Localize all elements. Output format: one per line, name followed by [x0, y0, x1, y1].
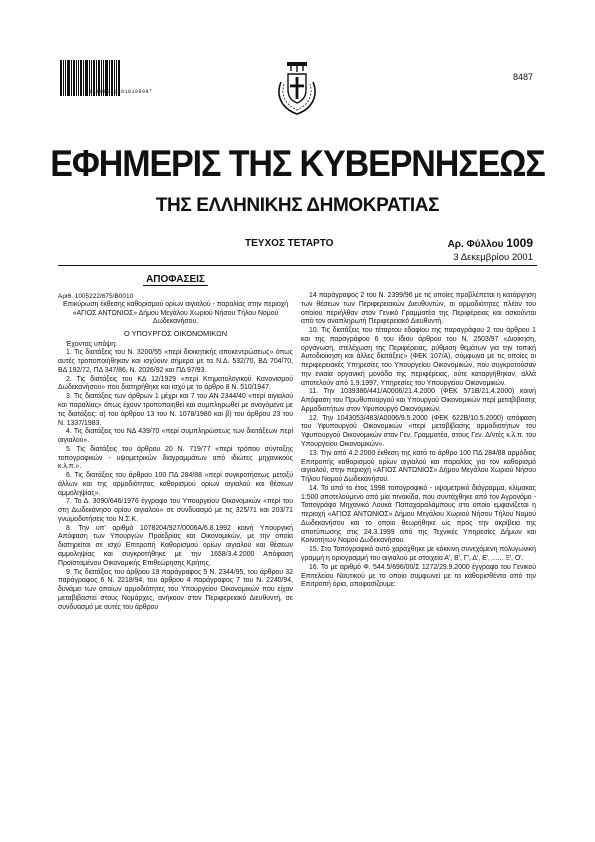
left-column: [58, 274, 293, 612]
paragraph: 13. Την από 4.2.2000 έκθεση της κατά το άρθρο 100 ΠΔ 284/88 αρμόδιας Επιτροπής καθορισμού ορίων αιγιαλού και παραλίας για τον καθορισμό αιγιαλού, στην περιοχή «ΑΓΙΟΣ ΑΝΤΩΝΙΟΣ» Δήμου Μεγάλου Χωριού Νήσου Τήλου Νομού Δωδεκανήσου.: [301, 449, 536, 484]
header-divider: [58, 265, 537, 266]
paragraph: 2. Τις διατάξεις του ΚΔ 12/1929 «περί Κτηματολογικού Κανονισμού Δωδεκανήσου» που διατηρήθηκε και ισχύ με το άρθρο 8 Ν. 510/1947.: [58, 375, 293, 392]
issue-series: ΤΕΥΧΟΣ ΤΕΤΑΡΤΟ: [245, 238, 334, 249]
paragraph: 16. Το με αριθμό Φ. 544.5/696/00/Σ 1272/29.9.2000 έγγραφο του Γενικού Επιτελείου Ναυτικού με το οποίο συμφωνεί με τα καθορισθέντα από την Επιτροπή όρια, αποφασίζουμε:: [301, 563, 536, 589]
paragraph: 1. Τις διατάξεις του Ν. 3200/55 «περί διοικητικής αποκεντρώσεως» όπως αυτές τροποποιήθηκαν και ισχύουν σήμερα με τα Ν.Δ. 532/70, ΒΔ 704/70, ΒΔ 192/72, ΠΔ 347/86, Ν. 2026/92 και ΠΔ 97/93.: [58, 349, 293, 374]
section-heading: ΑΠΟΦΑΣΕΙΣ: [58, 274, 293, 287]
coat-of-arms-icon: [274, 60, 320, 116]
paragraph: 3. Τις διατάξεις των άρθρων 1 μέχρι και 7 του ΑΝ 2344/40 «περί αιγιαλού και παραλίας» όπως έχουν τροποποιηθεί και συμπληρωθεί με αναγόμενα με τις διατάξεις: α) του άρθρου 13 του Ν. 1078/1980 και β) του άρθρου 23 του Ν. 1337/1983.: [58, 393, 293, 427]
paragraph: 4. Τις διατάξεις του ΝΔ 439/70 «περί συμπληρώσεως των διατάξεων περί αιγιαλού».: [58, 428, 293, 445]
paragraph: 9. Τις διατάξεις του άρθρου 19 παράγραφος 5 Ν. 2344/95, του άρθρου 32 παράγραφος 6 Ν. 2218/94, του άρθρου 4 παράγραφος 7 του Ν. 2240/94, δυνάμει των οποίων αρμοδιότητες του Υπουργείου Οικονομικών που είχαν μεταβιβαστεί στους Νομάρχες, ανήκουν στον Περιφερειακό Διευθυντή, σε συνδυασμό με αυτές του άρθρου: [58, 568, 293, 611]
paragraph: 14 παράγραφος 2 του Ν. 2399/96 με τις οποίες προβλέπεται η κατάργηση των θέσεων των Περιφερειακών Διευθυντών, οι αρμοδιότητες πλέον του οποίου περιήλθαν στον Γενικό Γραμματέα της Περιφέρειας και ασκούνται από τον αναπληρωτή Περιφερειακό Διευθυντή.: [301, 292, 536, 326]
paragraph: 14. Το από το έτος 1998 τοπογραφικό - υψομετρικό διάγραμμα, κλίμακας 1:500 αποτελούμενο από μία πινακίδα, που συντάχθηκε από τον Αγρονόμο - Τοπογράφο Μηχανικό Λουκά Παπαχαραλάμπους στο οποίο εμφανίζεται η περιοχή «ΑΓΙΟΣ ΑΝΤΩΝΙΟΣ» Δήμου Μεγάλου Χωριού Νήσου Τήλου Νομού Δωδεκανήσου και το οποίο θεωρήθηκε ως προς την ακρίβεια της αποτύπωσης στις 24.3.1999 από της Τεχνικές Υπηρεσίες Δήμων και Κοινοτήτων Νομού Δωδεκανήσου.: [301, 484, 536, 545]
page-number: 8487: [512, 72, 533, 82]
paragraph: 5. Τις διατάξεις του άρθρου 20 Ν. 719/77 «περί τρόπου σύνταξης τοπογραφικών - υψομετρικών διαγραμμάτων από ιδιώτες μηχανικούς κ.λ.π.».: [58, 445, 293, 471]
gazette-title: ΕΦΗΜΕΡΙΣ ΤΗΣ ΚΥΒΕΡΝΗΣΕΩΣ: [50, 143, 545, 184]
considering-line: Έχοντας υπόψη:: [66, 340, 117, 348]
sheet-number: 1009: [506, 236, 533, 250]
decision-subject: Επικύρωση έκθεσης καθορισμού ορίων αιγιαλού - παραλίας στην περιοχή «ΑΓΙΟΣ ΑΝΤΩΝΙΟΣ» Δήμου Μεγάλου Χωριού Νήσου Τήλου Νομού Δωδεκανήσου.: [62, 300, 289, 326]
sheet-label: Αρ. Φύλλου: [447, 239, 504, 250]
paragraph: 6. Τις διατάξεις του άρθρου 100 ΠΔ 284/88 «περί συγκροτήσεως μεταξύ άλλων και της αρμοδιότητας καθορισμού ορίων αιγιαλού και θέσεων αμμοληψίας».: [58, 472, 293, 497]
paragraph: 7. Το Δ. 3090/646/1976 έγγραφο του Υπουργείου Οικονομικών «περί του στη Δωδεκάνησο ορίου αιγιαλού» σε συνδυασμό με τις 325/71 και 203/71 γνωμοδοτήσεις του Ν.Σ.Κ.: [58, 498, 293, 523]
issue-date: 3 Δεκεμβρίου 2001: [453, 252, 533, 263]
barcode-label: *01009032301010008*: [86, 89, 153, 95]
paragraph: 15. Στο Τοπογραφικό αυτό χαράχθηκε με κόκκινη συνεχόμενη πολυγωνική γραμμή η οριογραμμή του αιγιαλού με στοιχεία Α', Β', Γ', Δ', Ε', ...... Ξ', Ο'.: [301, 546, 536, 562]
ministry-heading: Ο ΥΠΟΥΡΓΟΣ ΟΙΚΟΝΟΜΙΚΩΝ: [123, 329, 228, 339]
paragraph: 12. Την 1043053/483/Α0006/9.5.2000 (ΦΕΚ 622Β/10.5.2000) απόφαση του Υφυπουργού Οικονομικών «περί μεταβίβασης αρμοδιοτήτων του Υφυπουργού Οικονομικών στον Γεν. Γραμματέα, στους Γεν. Δ/ντές κ.λ.π. του Υπουργείου Οικονομικών».: [301, 414, 536, 449]
paragraph: 11. Την 1039386/441/Α0006/21.4.2000 (ΦΕΚ 571Β/21.4.2000) κοινή Απόφαση του Πρωθυπουργού και Υπουργού Οικονομικών περί μεταβίβασης Αρμοδιοτήτων στον Υφυπουργό Οικονομικών.: [301, 388, 536, 413]
right-column: [301, 292, 536, 590]
decision-ref: Αριθ. 1005222/675/Β0010: [58, 292, 134, 300]
paragraph: 10. Τις διατάξεις του τέταρτου εδαφίου της παραγράφου 2 του άρθρου 1 και της παραγράφου 6 του ίδιου άρθρου του Ν. 2503/97 «Διοίκηση, οργάνωση, στελέχωση της Περιφέρειας, ρύθμιση θεμάτων για την τοπική Αυτοδιοίκηση και άλλες διατάξεις» (ΦΕΚ 107/Α), σύμφωνα με τις οποίες οι περιφερειακές Υπηρεσίες του Υπουργείου Οικονομικών, που συγκροτούσαν την ενιαία οργανική μονάδα της περιφέρειας, ούτε καταργήθηκαν, αλλά αποτελούν από 1.9.1997, Υπηρεσίες του Υπουργείου Οικονομικών.: [301, 327, 536, 387]
paragraph: 8. Την υπ' αριθμό 1078204/927/0006Α/6.8.1992 κοινή Υπουργική Απόφαση των Υπουργών Προεδρίας και Οικονομικών, με την οποία διατηρείται σε ισχύ Επιτροπή Καθορισμού ορίων αιγιαλού και θέσεων αμμοληψίας και συγκροτήθηκε με την 1658/3.4.2000 Απόφαση Προϊσταμένου Οικονομικής Επιθεώρησης Κρήτης.: [58, 524, 293, 567]
sheet-number-block: [448, 236, 533, 250]
gazette-subtitle: ΤΗΣ ΕΛΛΗΝΙΚΗΣ ΔΗΜΟΚΡΑΤΙΑΣ: [155, 195, 440, 216]
